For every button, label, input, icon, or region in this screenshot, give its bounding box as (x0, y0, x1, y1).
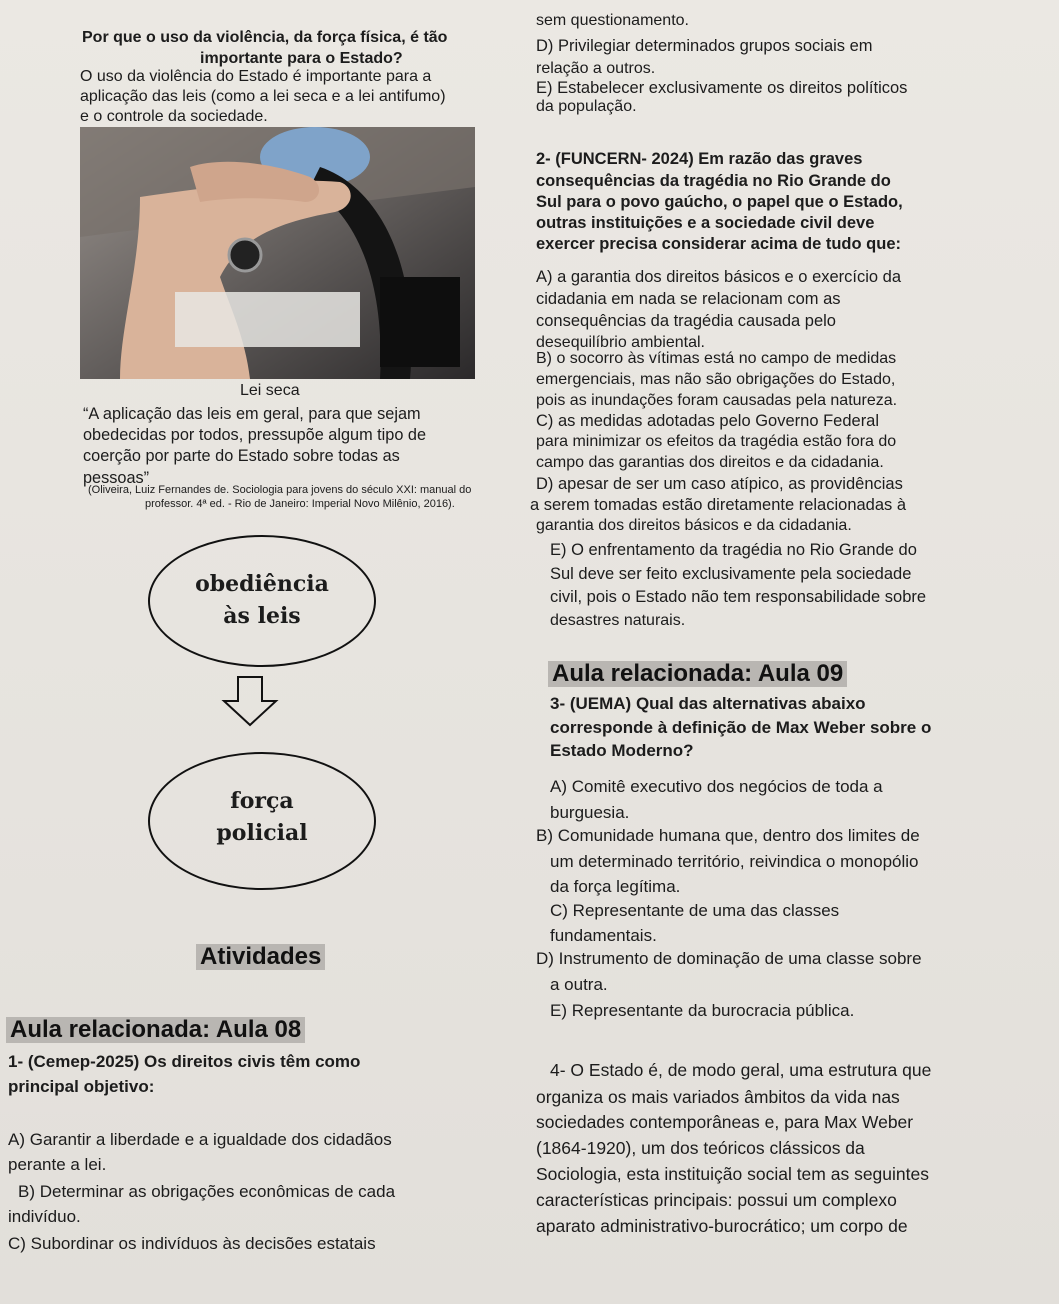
q2-option-c-1: C) as medidas adotadas pelo Governo Federal (536, 412, 880, 430)
right-column (530, 0, 1059, 1304)
citation-line-2: professor. 4ª ed. - Rio de Janeiro: Imperial Novo Milênio, 2016). (145, 498, 455, 510)
citation-line-1: (Oliveira, Luiz Fernandes de. Sociologia para jovens do século XXI: manual do (88, 484, 472, 496)
q1-option-c: C) Subordinar os indivíduos às decisões estatais (8, 1234, 376, 1253)
q2-head-4: outras instituições e a sociedade civil deve (536, 214, 875, 232)
ellipse-obediencia-line1: obediência (195, 571, 329, 597)
q4-line-1: 4- O Estado é, de modo geral, uma estrutura que (550, 1060, 932, 1080)
q1-option-a-2: perante a lei. (8, 1155, 107, 1174)
q0-text-1: O uso da violência do Estado é importante para a (80, 68, 432, 85)
q3-option-b-3: da força legítima. (550, 877, 681, 896)
q2-option-b-3: pois as inundações foram causadas pela natureza. (536, 392, 898, 409)
q3-option-a-2: burguesia. (550, 803, 630, 822)
q2-head-3: Sul para o povo gaúcho, o papel que o Estado, (536, 193, 903, 211)
q2-option-e-3: civil, pois o Estado não tem responsabilidade sobre (550, 588, 927, 606)
q3-head-1: 3- (UEMA) Qual das alternativas abaixo (550, 694, 866, 713)
q2-option-e-2: Sul deve ser feito exclusivamente pela sociedade (550, 565, 912, 583)
q3-option-b-1: B) Comunidade humana que, dentro dos limites de (536, 826, 920, 845)
photo-caption: Lei seca (240, 382, 300, 399)
lei-seca-photo (80, 127, 475, 379)
quote-line-2: obedecidas por todos, pressupõe algum tipo de (83, 426, 427, 444)
q4-line-6: características principais: possui um complexo (536, 1190, 897, 1210)
q0-title-line1: Por que o uso da violência, da força física, é tão (82, 29, 448, 46)
q2-option-d-3: garantia dos direitos básicos e da cidadania. (536, 517, 852, 534)
ellipse-forca-line1: força (230, 788, 294, 814)
q2-option-b-1: B) o socorro às vítimas está no campo de medidas (536, 350, 897, 367)
q1-option-b-1: B) Determinar as obrigações econômicas de cada (18, 1182, 396, 1201)
q3-option-e: E) Representante da burocracia pública. (550, 1001, 855, 1020)
q2-option-b-2: emergenciais, mas não são obrigações do Estado, (536, 371, 896, 388)
driver-hand-illustration (80, 127, 475, 379)
ellipse-forca-policial (148, 752, 376, 890)
q1-option-b-2: indivíduo. (8, 1207, 81, 1226)
q1-head-1: 1- (Cemep-2025) Os direitos civis têm como (8, 1052, 361, 1071)
q3-option-c-2: fundamentais. (550, 926, 657, 945)
q1-option-e-2: da população. (536, 98, 637, 115)
ellipse-forca-line2: policial (216, 820, 308, 846)
q2-option-a-4: desequilíbrio ambiental. (536, 334, 705, 351)
q2-option-a-1: A) a garantia dos direitos básicos e o exercício da (536, 268, 902, 286)
q2-option-e-1: E) O enfrentamento da tragédia no Rio Grande do (550, 541, 917, 559)
q1-option-d-1: D) Privilegiar determinados grupos sociais em (536, 37, 873, 55)
q2-option-e-4: desastres naturais. (550, 612, 686, 629)
q2-option-c-3: campo das garantias dos direitos e da cidadania. (536, 454, 884, 471)
q3-option-a-1: A) Comitê executivo dos negócios de toda a (550, 777, 883, 796)
q1-option-e-1: E) Estabelecer exclusivamente os direitos políticos (536, 79, 908, 97)
q1-option-a-1: A) Garantir a liberdade e a igualdade dos cidadãos (8, 1130, 392, 1149)
ellipse-obediencia-line2: às leis (223, 603, 301, 629)
q2-option-c-2: para minimizar os efeitos da tragédia estão fora do (536, 433, 897, 450)
atividades-heading: Atividades (196, 944, 325, 970)
q2-option-d-1: D) apesar de ser um caso atípico, as providências (536, 475, 903, 493)
quote-line-1: “A aplicação das leis em geral, para que sejam (83, 405, 421, 423)
q4-line-4: (1864-1920), um dos teóricos clássicos da (536, 1138, 865, 1158)
q3-option-d-1: D) Instrumento de dominação de uma classe sobre (536, 949, 922, 968)
q3-option-b-2: um determinado território, reivindica o monopólio (550, 852, 919, 871)
q0-text-2: aplicação das leis (como a lei seca e a lei antifumo) (80, 88, 446, 105)
q2-option-a-3: consequências da tragédia causada pelo (536, 312, 836, 330)
q4-line-5: Sociologia, esta instituição social tem as seguintes (536, 1164, 929, 1184)
q2-head-2: consequências da tragédia no Rio Grande do (536, 172, 891, 190)
quote-line-4: pessoas” (83, 469, 150, 487)
down-arrow-icon (220, 675, 280, 727)
q1-head-2: principal objetivo: (8, 1077, 155, 1096)
q4-line-7: aparato administrativo-burocrático; um corpo de (536, 1216, 908, 1236)
q2-option-a-2: cidadania em nada se relacionam com as (536, 290, 841, 308)
q4-line-2: organiza os mais variados âmbitos da vida nas (536, 1087, 900, 1107)
q1-option-d-2: relação a outros. (536, 60, 656, 77)
q4-line-3: sociedades contemporâneas e, para Max Weber (536, 1112, 914, 1132)
q0-title-line2: importante para o Estado? (200, 50, 403, 67)
q2-head-1: 2- (FUNCERN- 2024) Em razão das graves (536, 150, 863, 168)
q3-head-3: Estado Moderno? (550, 741, 694, 760)
quote-line-3: coerção por parte do Estado sobre todas as (83, 447, 400, 465)
q2-option-d-2: a serem tomadas estão diretamente relacionadas à (530, 496, 907, 514)
q3-option-c-1: C) Representante de uma das classes (550, 901, 840, 920)
aula08-heading: Aula relacionada: Aula 08 (6, 1017, 305, 1043)
q3-head-2: corresponde à definição de Max Weber sobre o (550, 718, 932, 737)
ellipse-obediencia (148, 535, 376, 667)
q2-head-5: exercer precisa considerar acima de tudo que: (536, 235, 901, 253)
q3-option-d-2: a outra. (550, 975, 608, 994)
q1-continuation: sem questionamento. (536, 12, 689, 29)
q0-text-3: e o controle da sociedade. (80, 108, 268, 125)
aula09-heading: Aula relacionada: Aula 09 (548, 661, 847, 687)
